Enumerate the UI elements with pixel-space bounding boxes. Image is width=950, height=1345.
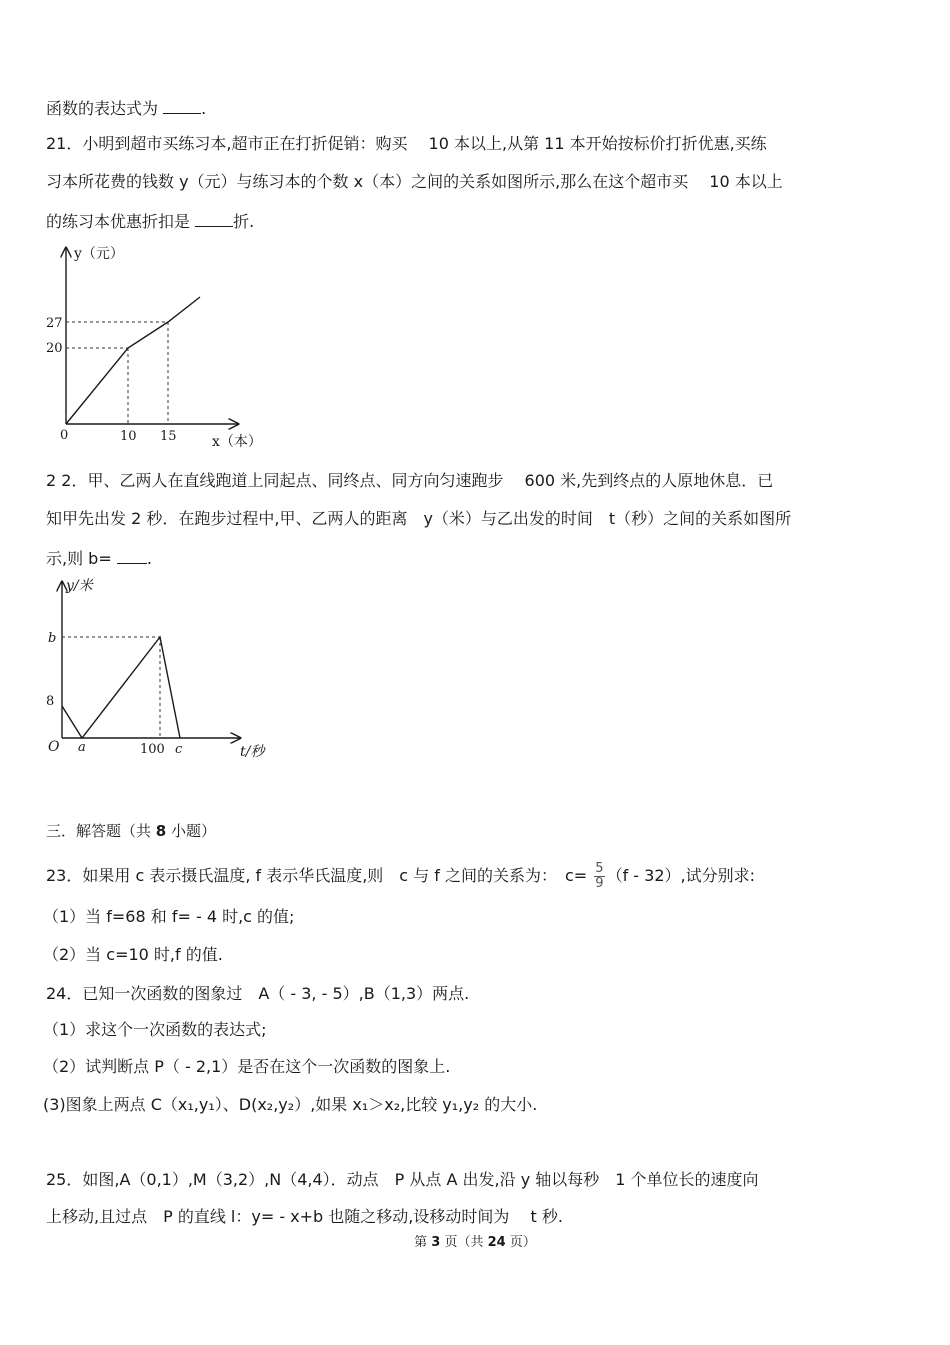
origin-label: O [48, 739, 60, 755]
x-tick-15: 15 [160, 429, 177, 444]
q23-line-1-end: （f - 32）,试分别求: [606, 866, 755, 885]
y-tick-8: 8 [46, 694, 55, 709]
q20-text: 函数的表达式为 [46, 99, 159, 118]
q21-line-3-text: 的练习本优惠折扣是 [46, 212, 191, 231]
answer-blank[interactable] [117, 547, 147, 564]
q23-sub-2: （2）当 c=10 时,f 的值. [43, 945, 223, 964]
fraction-numerator: 5 [595, 861, 604, 876]
x-axis-label: t/秒 [240, 744, 265, 760]
q24-sub-1: （1）求这个一次函数的表达式; [43, 1020, 267, 1039]
fraction-5-9 [594, 862, 604, 891]
x-tick-100: 100 [140, 742, 165, 757]
q22-line-1: 2 2．甲、乙两人在直线跑道上同起点、同终点、同方向匀速跑步 600 米,先到终点的人原地休息．已 [46, 471, 774, 490]
distance-line [62, 637, 180, 738]
q25-line-2: 上移动,且过点 P 的直线 l：y= - x+b 也随之移动,设移动时间为 t 秒. [46, 1207, 563, 1226]
q22-line-2: 知甲先出发 2 秒．在跑步过程中,甲、乙两人的距离 y（米）与乙出发的时间 t（秒）之间的关系如图所 [46, 509, 792, 528]
answer-blank[interactable] [195, 210, 233, 227]
chart-q21 [46, 240, 280, 455]
q23-line-1 [46, 862, 755, 891]
x-tick-10: 10 [120, 429, 137, 444]
footer-page-number: 3 [431, 1235, 441, 1250]
section-3-count: 8 [155, 822, 167, 840]
origin-label: 0 [60, 428, 69, 443]
section-3-heading [46, 821, 216, 841]
x-axis-label: x（本） [212, 434, 262, 450]
section-3-title: 三．解答题（共 [46, 822, 152, 840]
q20-answer-line [46, 97, 206, 119]
q20-end: . [201, 99, 207, 118]
y-tick-20: 20 [46, 341, 63, 356]
footer-suffix: 页） [509, 1235, 536, 1250]
footer-prefix: 第 [414, 1235, 428, 1250]
q21-line-3 [46, 210, 254, 232]
q24-sub-3: (3)图象上两点 C（x₁,y₁）、D(x₂,y₂）,如果 x₁＞x₂,比较 y₁,y₂ 的大小. [43, 1095, 538, 1114]
chart-q22 [40, 572, 290, 767]
q24-line-1: 24．已知一次函数的图象过 A（ - 3, - 5）,B（1,3）两点. [46, 984, 470, 1003]
y-tick-27: 27 [46, 316, 63, 331]
q21-line-1: 21．小明到超市买练习本,超市正在打折促销：购买 10 本以上,从第 11 本开始按标价打折优惠,买练 [46, 134, 767, 153]
y-tick-b: b [48, 631, 57, 646]
q23-line-1-text: 23．如果用 c 表示摄氏温度, f 表示华氏温度,则 c 与 f 之间的关系为： c= [46, 866, 588, 885]
section-3-title-end: 小题） [171, 822, 217, 840]
footer-total-pages: 24 [487, 1235, 506, 1250]
q24-sub-2: （2）试判断点 P（ - 2,1）是否在这个一次函数的图象上. [43, 1057, 451, 1076]
footer-mid: 页（共 [444, 1235, 484, 1250]
y-axis-label: y/米 [66, 578, 93, 594]
x-tick-c: c [175, 742, 183, 757]
answer-blank[interactable] [163, 97, 201, 114]
q22-line-3 [46, 547, 152, 569]
x-tick-a: a [78, 740, 86, 755]
q21-line-2: 习本所花费的钱数 y（元）与练习本的个数 x（本）之间的关系如图所示,那么在这个超市买 10 本以上 [46, 172, 783, 191]
q22-line-3-end: . [146, 549, 152, 568]
q22-line-3-text: 示,则 b= [46, 549, 112, 568]
price-line [66, 297, 200, 424]
y-axis-label: y（元） [74, 246, 124, 262]
fraction-denominator: 9 [595, 876, 604, 891]
q23-sub-1: （1）当 f=68 和 f= - 4 时,c 的值; [43, 907, 295, 926]
page-footer [0, 1231, 950, 1250]
q21-line-3-end: 折. [233, 212, 255, 231]
q25-line-1: 25．如图,A（0,1）,M（3,2）,N（4,4）．动点 P 从点 A 出发,沿 y 轴以每秒 1 个单位长的速度向 [46, 1170, 759, 1189]
